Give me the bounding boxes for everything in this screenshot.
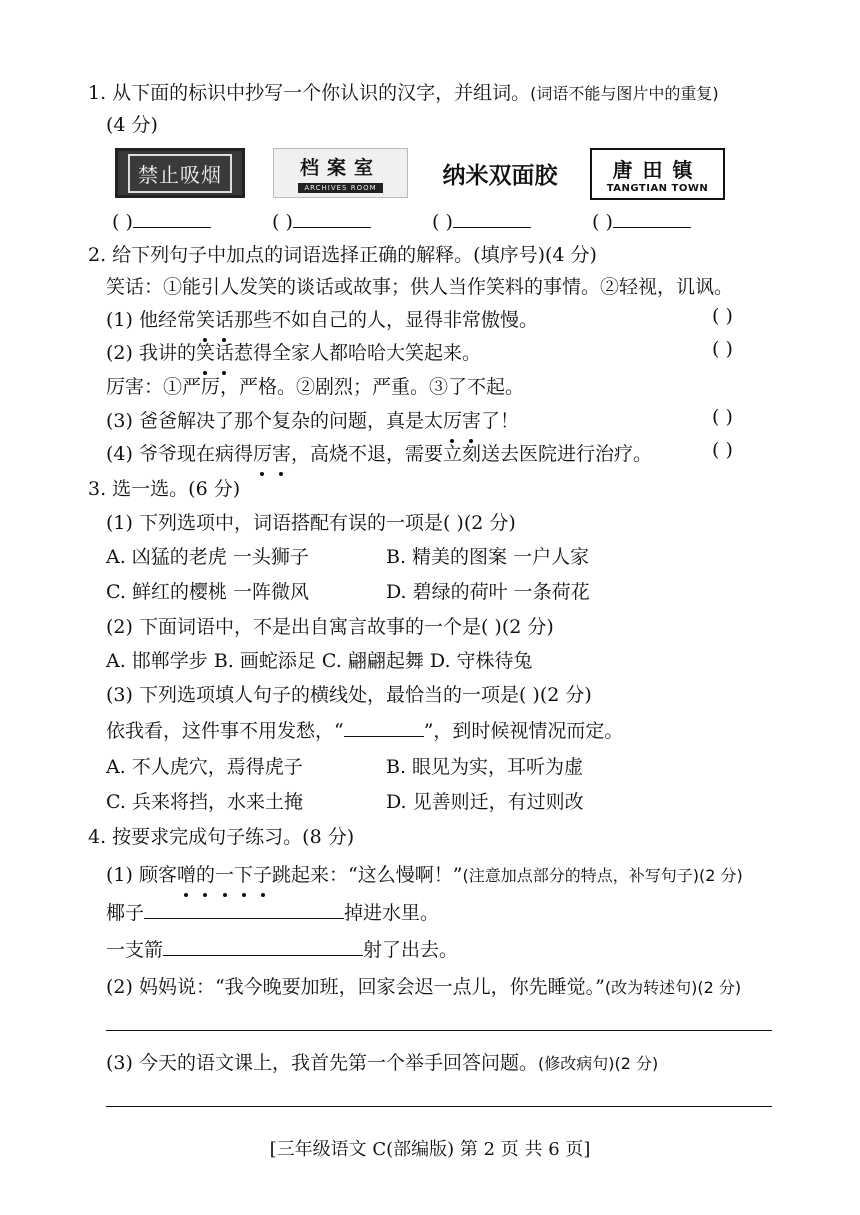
q2-answer-2[interactable]: ( ) (712, 338, 733, 360)
q3-p1-option-d[interactable]: D. 碧绿的荷叶 一条荷花 (386, 581, 590, 603)
q3-p3-option-a[interactable]: A. 不人虎穴，焉得虎子 (106, 756, 303, 778)
sign-no-smoking-text: 禁止吸烟 (128, 154, 232, 193)
sign-no-smoking (115, 148, 245, 198)
q3-p1-option-b[interactable]: B. 精美的图案 一户人家 (386, 546, 590, 568)
q3-p3-option-d[interactable]: D. 见善则迁，有过则改 (386, 791, 584, 813)
q1-prompt (88, 78, 719, 109)
q2-title: 2. 给下列句子中加点的词语选择正确的解释。(填序号)(4 分) (88, 244, 597, 266)
sign-town-subtext: TANGTIAN TOWN (606, 183, 709, 194)
q4-part1: (1) 顾客噌的一下子跳起来：“这么慢啊！”(注意加点部分的特点，补写句子)(2 分) (106, 860, 743, 891)
answer-blank[interactable] (133, 207, 211, 228)
page-footer: [三年级语文 C(部编版) 第 2 页 共 6 页] (269, 1139, 591, 1160)
q2-def-xiaohua: 笑话：①能引人发笑的谈话或故事；供人当作笑料的事情。②轻视，讥讽。 (106, 276, 734, 298)
answer-line-p2[interactable] (106, 1030, 772, 1031)
q3-p3-sentence: 依我看，这件事不用发愁，“ ”，到时候视情况而定。 (106, 716, 623, 746)
answer-line-p3[interactable] (106, 1106, 772, 1107)
fill-blank[interactable] (344, 716, 424, 737)
sign-tangtian-town (590, 148, 725, 200)
sign-archives-subtext: ARCHIVES ROOM (298, 183, 382, 193)
sign-archives-room (273, 148, 408, 198)
fill-blank[interactable] (144, 898, 344, 919)
q3-p1-option-a[interactable]: A. 凶猛的老虎 一头狮子 (106, 546, 309, 568)
q2-sentence-2: (2) 我讲的笑话惹得全家人都哈哈大笑起来。 (106, 338, 481, 368)
q2-answer-4[interactable]: ( ) (712, 439, 733, 461)
answer-blank[interactable] (613, 207, 691, 228)
q1-answer-1[interactable]: ( ) (112, 207, 211, 233)
q4-title: 4. 按要求完成句子练习。(8 分) (88, 826, 355, 848)
fill-blank[interactable] (163, 935, 363, 956)
q3-p1-option-c[interactable]: C. 鲜红的樱桃 一阵微风 (106, 581, 309, 603)
q3-part1: (1) 下列选项中，词语搭配有误的一项是( )(2 分) (106, 512, 516, 534)
q1-answer-4[interactable]: ( ) (592, 207, 691, 233)
q3-part3: (3) 下列选项填人句子的横线处，最恰当的一项是( )(2 分) (106, 684, 592, 706)
q1-note: (词语不能与图片中的重复) (530, 84, 719, 103)
dotted-phrase: 噌的一下子 (177, 864, 272, 886)
dotted-word: 厉害 (253, 443, 291, 465)
q4-part3: (3) 今天的语文课上，我首先第一个举手回答问题。(修改病句)(2 分) (106, 1052, 659, 1074)
q2-answer-3[interactable]: ( ) (712, 406, 733, 428)
sign-town-text: 唐田镇 (612, 158, 703, 182)
q3-p3-option-b[interactable]: B. 眼见为实，耳听为虚 (386, 756, 584, 778)
q2-sentence-4: (4) 爷爷现在病得厉害，高烧不退，需要立刻送去医院进行治疗。 (106, 439, 652, 469)
dotted-word: 笑话 (196, 309, 234, 331)
sign-nano-tape: 纳米双面胶 (442, 162, 558, 189)
q2-sentence-3: (3) 爸爸解决了那个复杂的问题，真是太厉害了！ (106, 406, 519, 436)
q1-answer-2[interactable]: ( ) (272, 207, 371, 233)
sign-archives-text: 档案室 (299, 157, 381, 179)
q1-answer-3[interactable]: ( ) (432, 207, 531, 233)
q3-title: 3. 选一选。(6 分) (88, 478, 241, 500)
q4-p1-coconut: 椰子 掉进水里。 (106, 898, 439, 928)
q1-text: 1. 从下面的标识中抄写一个你认识的汉字，并组词。 (88, 82, 531, 104)
q2-sentence-1: (1) 他经常笑话那些不如自己的人，显得非常傲慢。 (106, 305, 538, 335)
q2-answer-1[interactable]: ( ) (712, 305, 733, 327)
q4-p1-arrow: 一支箭 射了出去。 (106, 935, 458, 965)
q3-p3-option-c[interactable]: C. 兵来将挡，水来土掩 (106, 791, 303, 813)
dotted-word: 笑话 (196, 342, 234, 364)
q3-part2: (2) 下面词语中，不是出自寓言故事的一个是( )(2 分) (106, 616, 554, 638)
answer-blank[interactable] (293, 207, 371, 228)
q4-part2: (2) 妈妈说：“我今晚要加班，回家会迟一点儿，你先睡觉。”(改为转述句)(2 分) (106, 976, 742, 998)
q3-p2-options[interactable]: A. 邯郸学步 B. 画蛇添足 C. 翩翩起舞 D. 守株待兔 (106, 650, 533, 672)
q2-def-lihai: 厉害：①严厉，严格。②剧烈；严重。③了不起。 (106, 376, 525, 398)
q1-score: (4 分) (106, 114, 158, 136)
answer-blank[interactable] (453, 207, 531, 228)
dotted-word: 厉害 (443, 410, 481, 432)
